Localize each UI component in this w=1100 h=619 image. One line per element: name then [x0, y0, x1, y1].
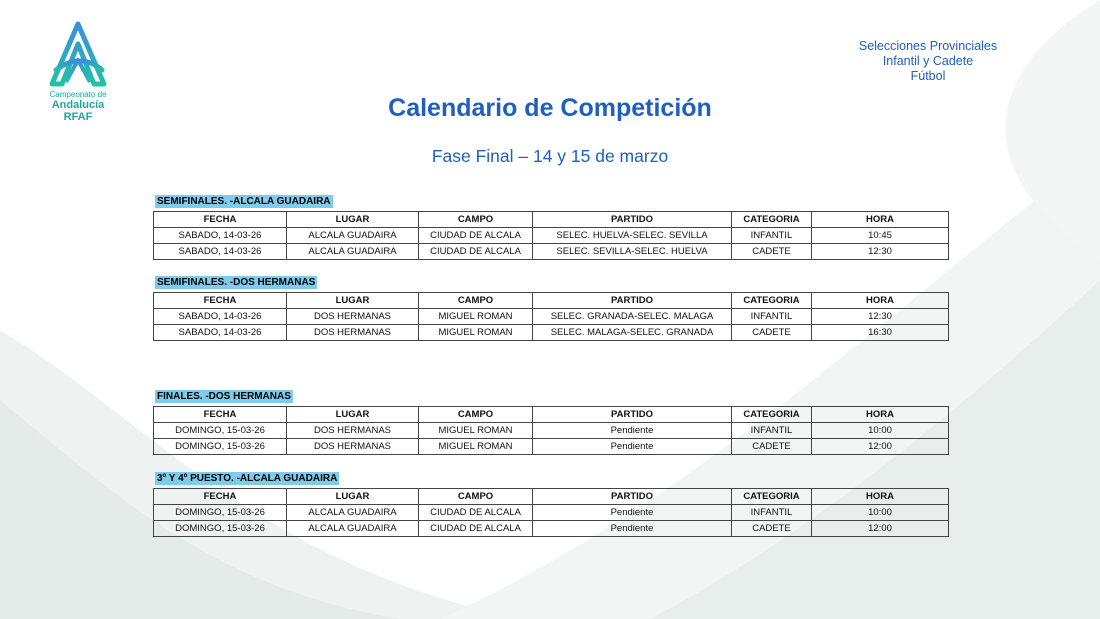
corner-line1: Selecciones Provinciales: [858, 39, 998, 53]
section-title: FINALES. -DOS HERMANAS: [157, 391, 291, 402]
header-campo: CAMPO: [419, 293, 533, 309]
cell-campo: MIGUEL ROMAN: [419, 309, 533, 325]
header-fecha: FECHA: [154, 212, 287, 228]
cell-partido: Pendiente: [533, 505, 732, 521]
logo-text-line2: Andalucía: [51, 99, 105, 111]
cell-partido: Pendiente: [533, 423, 732, 439]
table-row: [154, 521, 949, 537]
page-title: Calendario de Competición: [388, 94, 712, 122]
table-row: [154, 439, 949, 455]
header-lugar: LUGAR: [287, 293, 419, 309]
cell-hora: 12:00: [812, 439, 949, 455]
table-header-row: [154, 212, 949, 228]
cell-lugar: DOS HERMANAS: [287, 423, 419, 439]
cell-categoria: CADETE: [732, 244, 812, 260]
cell-partido: SELEC. SEVILLA-SELEC. HUELVA: [533, 244, 732, 260]
section-title: SEMIFINALES. -ALCALA GUADAIRA: [157, 196, 331, 207]
table-row: [154, 423, 949, 439]
header-fecha: FECHA: [154, 489, 287, 505]
schedule-table: [153, 488, 949, 537]
header-partido: PARTIDO: [533, 407, 732, 423]
cell-campo: CIUDAD DE ALCALA: [419, 228, 533, 244]
cell-fecha: SABADO, 14-03-26: [154, 309, 287, 325]
schedule-table: [153, 211, 949, 260]
section-finales-dos-hermanas: [153, 386, 948, 455]
table-header-row: [154, 293, 949, 309]
table-row: [154, 228, 949, 244]
cell-categoria: INFANTIL: [732, 423, 812, 439]
cell-fecha: SABADO, 14-03-26: [154, 244, 287, 260]
cell-categoria: INFANTIL: [732, 309, 812, 325]
header-campo: CAMPO: [419, 407, 533, 423]
cell-partido: SELEC. HUELVA-SELEC. SEVILLA: [533, 228, 732, 244]
cell-fecha: SABADO, 14-03-26: [154, 325, 287, 341]
table-row: [154, 505, 949, 521]
cell-hora: 10:00: [812, 505, 949, 521]
cell-lugar: ALCALA GUADAIRA: [287, 228, 419, 244]
cell-categoria: INFANTIL: [732, 228, 812, 244]
cell-hora: 12:30: [812, 244, 949, 260]
table-header-row: [154, 407, 949, 423]
table-row: [154, 244, 949, 260]
cell-campo: CIUDAD DE ALCALA: [419, 505, 533, 521]
corner-line2: Infantil y Cadete: [882, 54, 974, 68]
section-semifinales-dos-hermanas: [153, 272, 948, 341]
header-categoria: CATEGORIA: [732, 212, 812, 228]
header-lugar: LUGAR: [287, 489, 419, 505]
header-categoria: CATEGORIA: [732, 407, 812, 423]
header-hora: HORA: [812, 212, 949, 228]
section-title: 3º Y 4º PUESTO. -ALCALA GUADAIRA: [157, 473, 338, 484]
schedule-table: [153, 292, 949, 341]
cell-lugar: ALCALA GUADAIRA: [287, 505, 419, 521]
header-lugar: LUGAR: [287, 407, 419, 423]
header-categoria: CATEGORIA: [732, 489, 812, 505]
cell-lugar: ALCALA GUADAIRA: [287, 244, 419, 260]
cell-lugar: ALCALA GUADAIRA: [287, 521, 419, 537]
cell-campo: CIUDAD DE ALCALA: [419, 521, 533, 537]
cell-lugar: DOS HERMANAS: [287, 439, 419, 455]
logo-text-line1: Campeonato de: [49, 90, 107, 99]
cell-campo: MIGUEL ROMAN: [419, 439, 533, 455]
cell-hora: 16:30: [812, 325, 949, 341]
cell-lugar: DOS HERMANAS: [287, 325, 419, 341]
header-partido: PARTIDO: [533, 293, 732, 309]
cell-fecha: DOMINGO, 15-03-26: [154, 505, 287, 521]
header-campo: CAMPO: [419, 212, 533, 228]
header-hora: HORA: [812, 293, 949, 309]
table-header-row: [154, 489, 949, 505]
table-row: [154, 309, 949, 325]
header-lugar: LUGAR: [287, 212, 419, 228]
header-fecha: FECHA: [154, 407, 287, 423]
section-semifinales-alcala: [153, 191, 948, 260]
page-subtitle: Fase Final – 14 y 15 de marzo: [431, 146, 669, 166]
table-row: [154, 325, 949, 341]
cell-hora: 12:30: [812, 309, 949, 325]
cell-partido: Pendiente: [533, 521, 732, 537]
cell-campo: CIUDAD DE ALCALA: [419, 244, 533, 260]
header-partido: PARTIDO: [533, 489, 732, 505]
cell-fecha: SABADO, 14-03-26: [154, 228, 287, 244]
cell-campo: MIGUEL ROMAN: [419, 423, 533, 439]
cell-categoria: CADETE: [732, 521, 812, 537]
cell-fecha: DOMINGO, 15-03-26: [154, 521, 287, 537]
logo-a-icon: [44, 20, 112, 88]
header-categoria: CATEGORIA: [732, 293, 812, 309]
cell-categoria: CADETE: [732, 439, 812, 455]
cell-hora: 12:00: [812, 521, 949, 537]
cell-fecha: DOMINGO, 15-03-26: [154, 423, 287, 439]
cell-campo: MIGUEL ROMAN: [419, 325, 533, 341]
header-fecha: FECHA: [154, 293, 287, 309]
corner-info: [838, 39, 1018, 84]
cell-categoria: INFANTIL: [732, 505, 812, 521]
cell-hora: 10:00: [812, 423, 949, 439]
header-partido: PARTIDO: [533, 212, 732, 228]
header-campo: CAMPO: [419, 489, 533, 505]
cell-fecha: DOMINGO, 15-03-26: [154, 439, 287, 455]
corner-line3: Fútbol: [910, 69, 946, 83]
header-hora: HORA: [812, 407, 949, 423]
section-tercer-cuarto-puesto: [153, 468, 948, 537]
cell-lugar: DOS HERMANAS: [287, 309, 419, 325]
cell-partido: SELEC. GRANADA-SELEC. MALAGA: [533, 309, 732, 325]
header-hora: HORA: [812, 489, 949, 505]
cell-partido: Pendiente: [533, 439, 732, 455]
cell-categoria: CADETE: [732, 325, 812, 341]
logo-text-line3: RFAF: [63, 111, 93, 123]
cell-hora: 10:45: [812, 228, 949, 244]
cell-partido: SELEC. MALAGA-SELEC. GRANADA: [533, 325, 732, 341]
section-title: SEMIFINALES. -DOS HERMANAS: [157, 277, 316, 288]
schedule-table: [153, 406, 949, 455]
